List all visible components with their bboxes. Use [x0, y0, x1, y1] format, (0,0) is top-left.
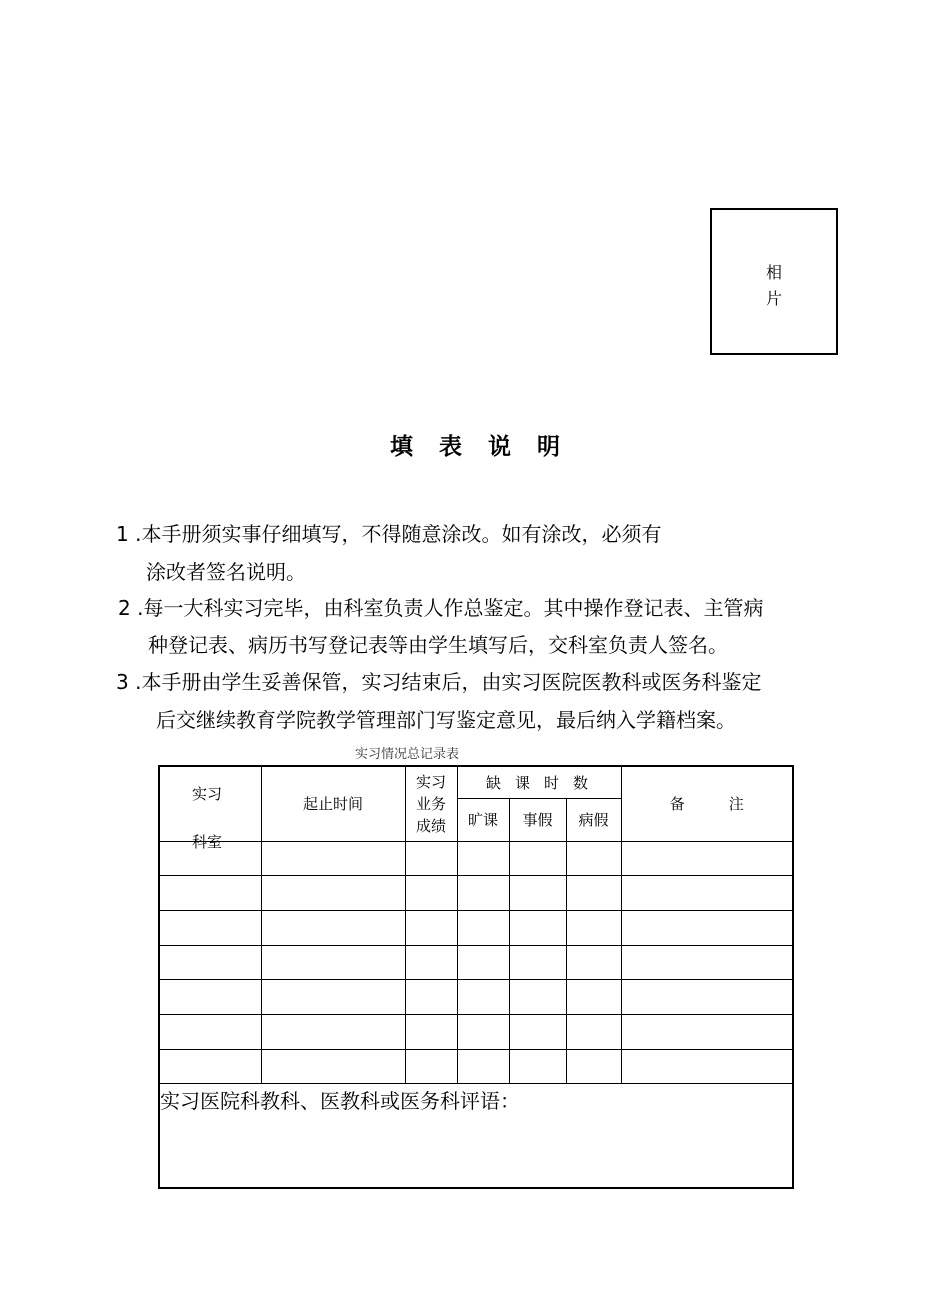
header-department-line1: 实习 [192, 785, 223, 803]
table-row [159, 1014, 793, 1049]
table-cell[interactable] [159, 945, 261, 980]
table-body [159, 841, 793, 1084]
instruction-2-line2: 种登记表、病历书写登记表等由学生填写后，交科室负责人签名。 [148, 633, 728, 657]
table-cell[interactable] [261, 1014, 405, 1049]
table-cell[interactable] [509, 910, 566, 945]
table-cell[interactable] [566, 980, 621, 1015]
table-cell[interactable] [159, 1014, 261, 1049]
page-title: 填表说明 [390, 434, 586, 460]
table-cell[interactable] [621, 1014, 793, 1049]
table-cell[interactable] [621, 841, 793, 876]
header-score-line1: 实习 [415, 772, 446, 791]
table-cell[interactable] [405, 945, 457, 980]
photo-placeholder [710, 208, 838, 355]
table-cell[interactable] [566, 910, 621, 945]
table-cell[interactable] [509, 1014, 566, 1049]
table-row [159, 980, 793, 1015]
table-cell[interactable] [159, 980, 261, 1015]
instruction-1-line2: 涂改者签名说明。 [146, 560, 306, 584]
table-cell[interactable] [621, 1049, 793, 1084]
instruction-2-line1: 2 .每一大科实习完毕，由科室负责人作总鉴定。其中操作登记表、主管病 [118, 596, 764, 620]
table-row [159, 910, 793, 945]
photo-label-line2: 片 [765, 289, 782, 308]
comment-label: 实习医院科教科、医教科或医务科评语： [160, 1089, 520, 1114]
table-cell[interactable] [405, 841, 457, 876]
table-row [159, 945, 793, 980]
header-personal-leave: 事假 [509, 798, 566, 841]
table-cell[interactable] [457, 1049, 509, 1084]
table-cell[interactable] [159, 910, 261, 945]
header-score-line3: 成绩 [415, 816, 446, 835]
table-cell[interactable] [159, 1049, 261, 1084]
table-cell[interactable] [405, 980, 457, 1015]
header-sick-leave: 病假 [566, 798, 621, 841]
header-score [405, 766, 457, 841]
header-absence-hours: 缺课时数 [457, 766, 621, 798]
table-cell[interactable] [621, 945, 793, 980]
header-department [159, 766, 261, 851]
header-score-line2: 业务 [415, 794, 446, 813]
photo-label [712, 260, 836, 312]
header-remarks-a: 备 [669, 795, 685, 814]
table-cell[interactable] [509, 841, 566, 876]
header-department-line2: 科室 [192, 833, 223, 851]
table-cell[interactable] [509, 945, 566, 980]
table-row [159, 876, 793, 911]
table-cell[interactable] [621, 910, 793, 945]
table-cell[interactable] [457, 945, 509, 980]
table-cell[interactable] [405, 1014, 457, 1049]
table-cell[interactable] [509, 876, 566, 911]
header-truancy: 旷课 [457, 798, 509, 841]
table-cell[interactable] [261, 945, 405, 980]
photo-label-line1: 相 [765, 263, 782, 282]
table-cell[interactable] [159, 876, 261, 911]
table-cell[interactable] [405, 876, 457, 911]
table-caption: 实习情况总记录表 [355, 747, 460, 762]
table-row [159, 841, 793, 876]
header-remarks [621, 766, 793, 841]
table-row [159, 1049, 793, 1084]
table-cell[interactable] [457, 876, 509, 911]
table-cell[interactable] [621, 980, 793, 1015]
table-cell[interactable] [509, 980, 566, 1015]
table-cell[interactable] [261, 841, 405, 876]
internship-record-table [158, 765, 794, 1189]
table-cell[interactable] [261, 980, 405, 1015]
table-cell[interactable] [457, 1014, 509, 1049]
table-cell[interactable] [261, 910, 405, 945]
table-cell[interactable] [566, 1014, 621, 1049]
table-cell[interactable] [457, 980, 509, 1015]
instruction-3-line2: 后交继续教育学院教学管理部门写鉴定意见，最后纳入学籍档案。 [156, 708, 736, 732]
table-cell[interactable] [457, 841, 509, 876]
instruction-1-line1: 1 .本手册须实事仔细填写，不得随意涂改。如有涂改，必须有 [116, 522, 662, 546]
table-cell[interactable] [405, 910, 457, 945]
table-cell[interactable] [566, 1049, 621, 1084]
comment-cell[interactable] [159, 1084, 793, 1188]
table-cell[interactable] [261, 876, 405, 911]
table-cell[interactable] [405, 1049, 457, 1084]
header-remarks-b: 注 [728, 795, 744, 814]
table-cell[interactable] [509, 1049, 566, 1084]
table-cell[interactable] [261, 1049, 405, 1084]
table-cell[interactable] [621, 876, 793, 911]
table-cell[interactable] [566, 841, 621, 876]
table-cell[interactable] [457, 910, 509, 945]
instruction-3-line1: 3 .本手册由学生妥善保管，实习结束后，由实习医院医教科或医务科鉴定 [116, 670, 762, 694]
table-cell[interactable] [566, 876, 621, 911]
table-cell[interactable] [566, 945, 621, 980]
header-period: 起止时间 [261, 766, 405, 841]
